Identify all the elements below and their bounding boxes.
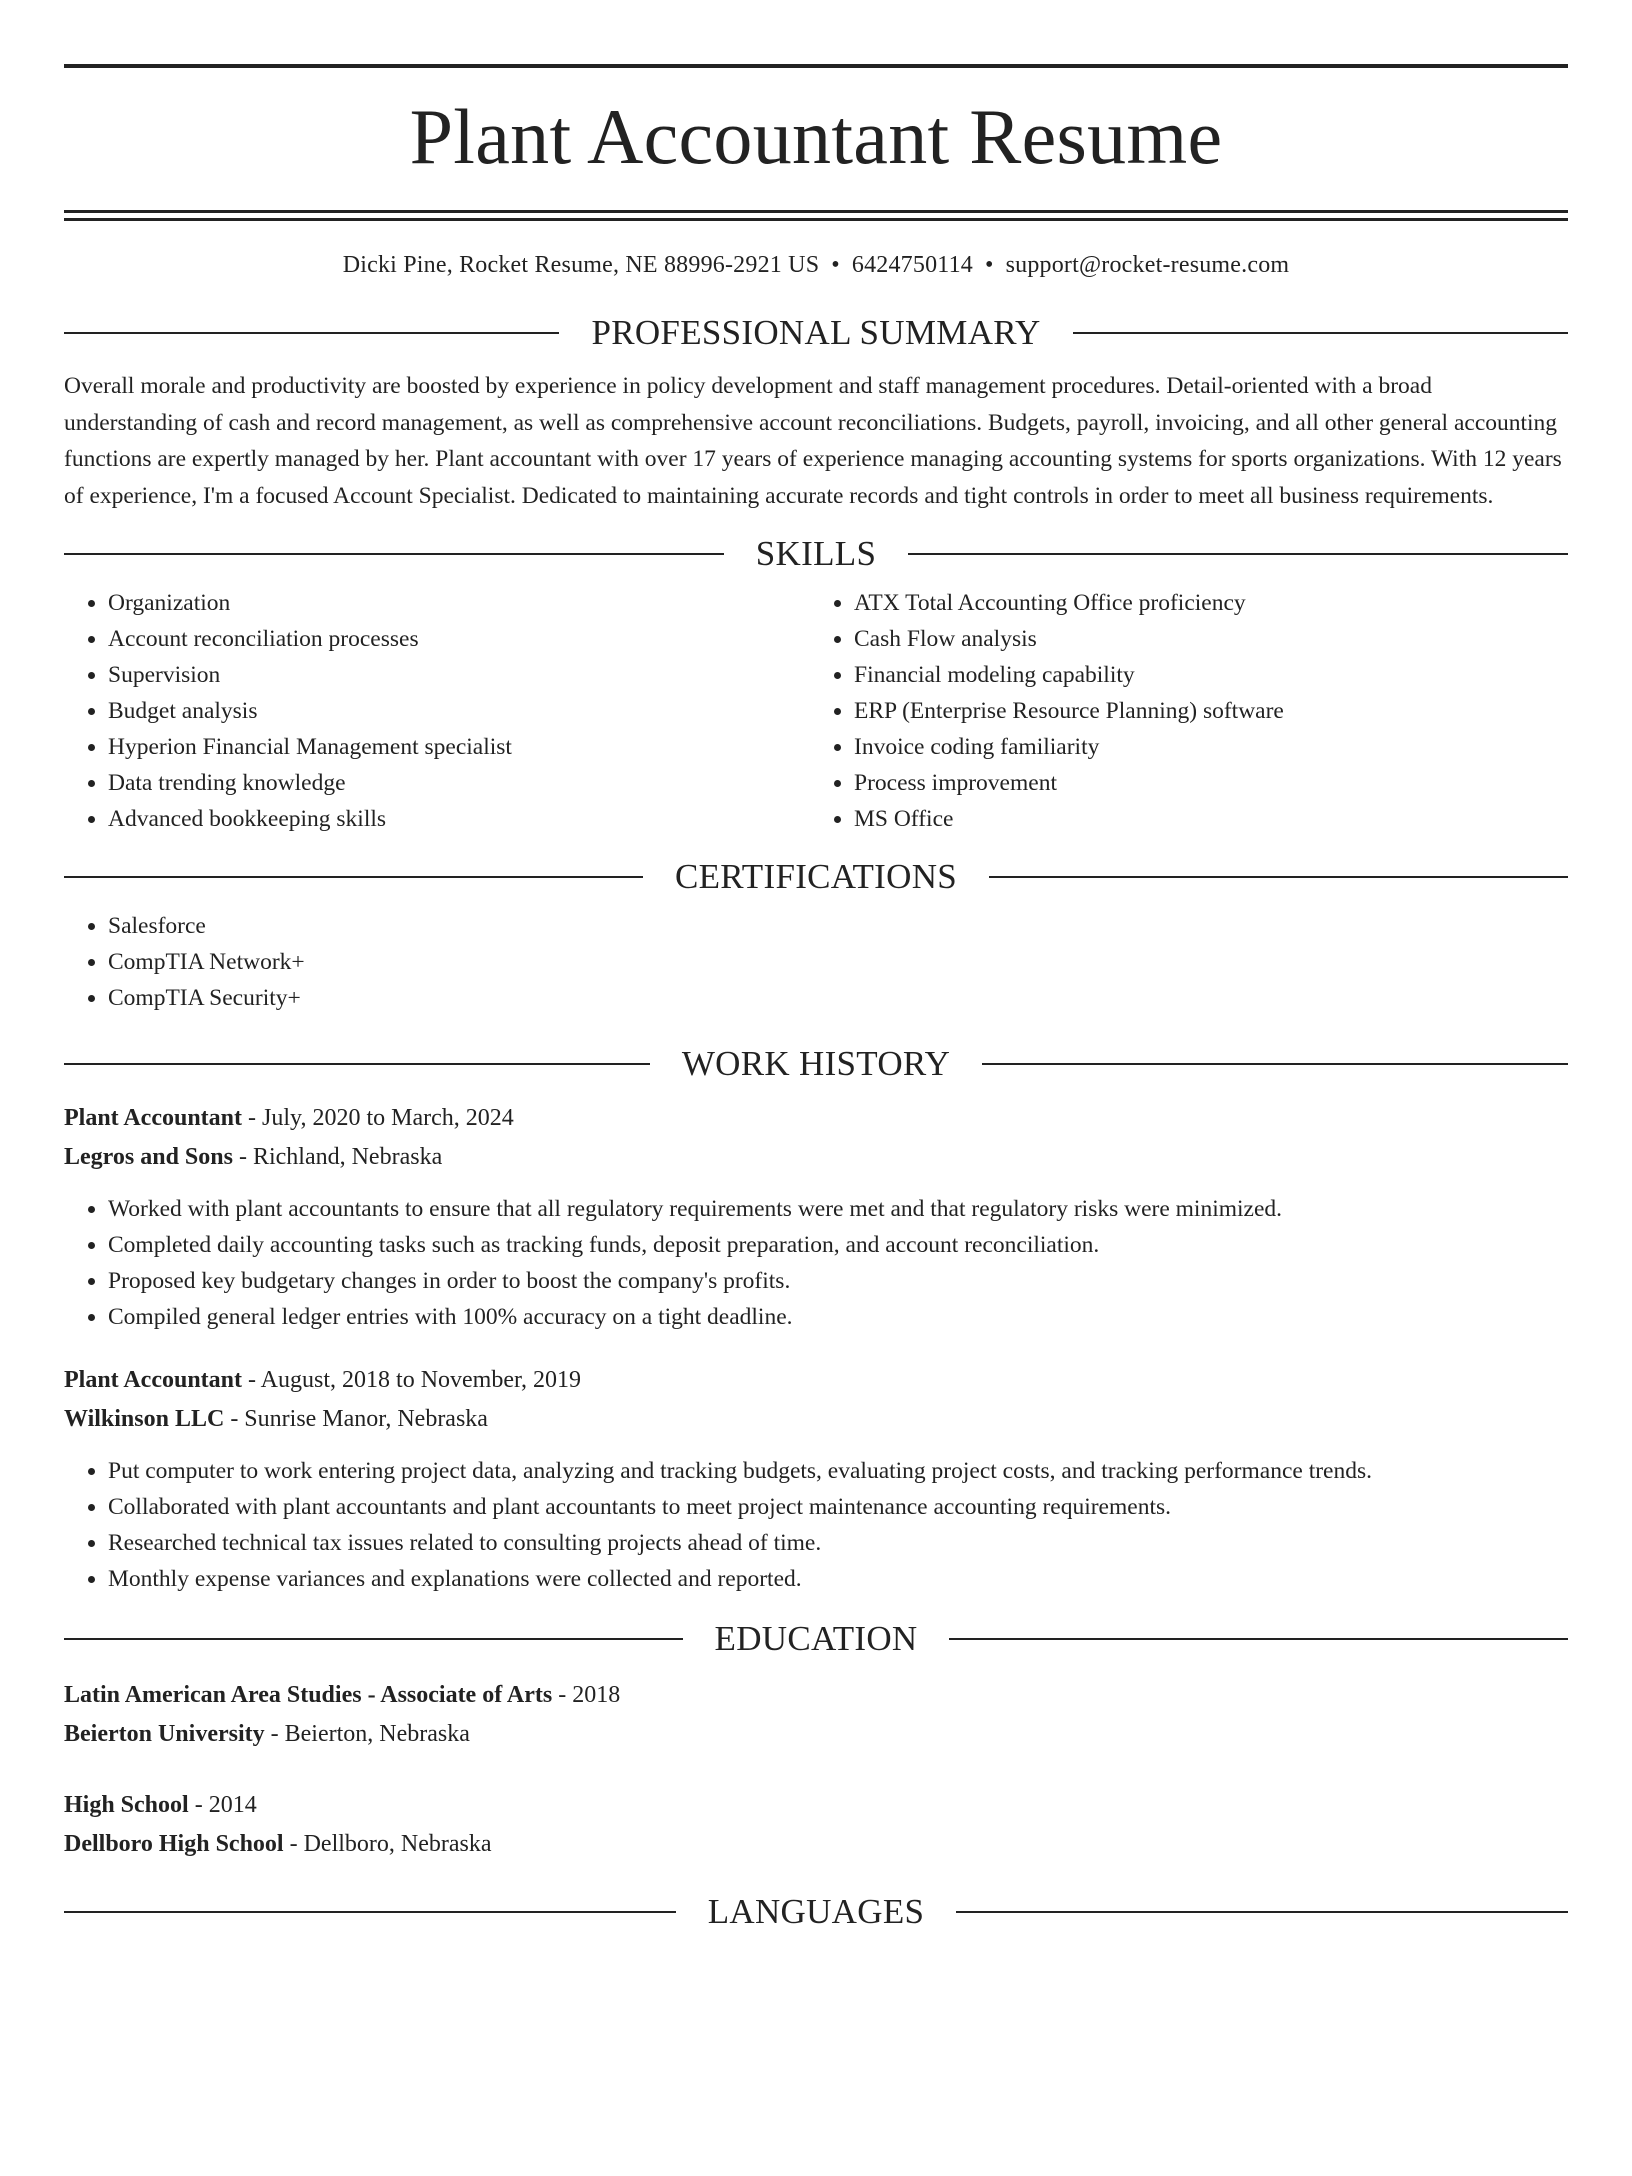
section-rule: [956, 1911, 1568, 1913]
job-bullet: • Researched technical tax issues related to consulting projects ahead of time.: [108, 1525, 1568, 1561]
skill-item: • Cash Flow analysis: [854, 621, 1568, 657]
section-rule: [989, 876, 1568, 878]
skill-item: • Supervision: [108, 657, 816, 693]
section-title: PROFESSIONAL SUMMARY: [591, 313, 1041, 352]
skill-item: • Hyperion Financial Management specialist: [108, 729, 816, 765]
section-rule: [949, 1638, 1568, 1640]
contact-separator: •: [831, 252, 840, 278]
job-entry: [64, 1361, 1568, 1597]
education-entry: [64, 1786, 1568, 1864]
job-entry: [64, 1099, 1568, 1335]
section-header-languages: [64, 1894, 1568, 1929]
job-company: Wilkinson LLC: [64, 1406, 225, 1432]
skill-item: • Account reconciliation processes: [108, 621, 816, 657]
job-title: Plant Accountant: [64, 1367, 243, 1393]
education-location: - Dellboro, Nebraska: [283, 1831, 492, 1857]
job-title-line: [64, 1361, 1568, 1400]
title-double-rule: [64, 210, 1568, 221]
job-bullet: • Completed daily accounting tasks such as tracking funds, deposit preparation, and account reconciliation.: [108, 1227, 1568, 1263]
contact-separator: •: [984, 252, 994, 278]
section-header-skills: [64, 536, 1568, 571]
section-header-education: [64, 1621, 1568, 1656]
section-title: CERTIFICATIONS: [674, 857, 958, 896]
education-year: - 2018: [552, 1682, 621, 1708]
skill-item: • MS Office: [854, 801, 1568, 837]
section-title: WORK HISTORY: [681, 1044, 951, 1083]
job-company-line: [64, 1138, 1568, 1177]
job-title-line: [64, 1099, 1568, 1138]
education-school: Dellboro High School: [64, 1831, 284, 1857]
section-header-work-history: [64, 1046, 1568, 1081]
section-rule: [64, 1911, 676, 1913]
skill-item: • Process improvement: [854, 765, 1568, 801]
education-location: - Beierton, Nebraska: [264, 1721, 470, 1747]
education-degree-line: [64, 1676, 1568, 1715]
skill-item: • ERP (Enterprise Resource Planning) software: [854, 693, 1568, 729]
job-dates: - July, 2020 to March, 2024: [242, 1105, 514, 1131]
section-header-certifications: [64, 859, 1568, 894]
certification-item: • CompTIA Network+: [108, 944, 1568, 980]
education-entry: [64, 1676, 1568, 1754]
skill-item: • Budget analysis: [108, 693, 816, 729]
summary-text: Overall morale and productivity are boosted by experience in policy development and staff management procedures. Detail-oriented with a broad understanding of cash and record management, as well as comprehensive account reconciliations. Budgets, payroll, invoicing, and all other general accounting functions are expertly managed by her. Plant accountant with over 17 years of experience managing accounting systems for sports organizations. With 12 years of experience, I'm a focused Account Specialist. Dedicated to maintaining accurate records and tight controls in order to meet all business requirements.: [64, 373, 1562, 509]
job-company: Legros and Sons: [64, 1144, 233, 1170]
job-location: - Richland, Nebraska: [232, 1144, 443, 1170]
skills-column-right: [816, 585, 1568, 837]
job-bullets: [64, 1453, 1568, 1597]
job-bullet: • Proposed key budgetary changes in order to boost the company's profits.: [108, 1263, 1568, 1299]
section-rule: [64, 876, 643, 878]
section-rule: [64, 1638, 683, 1640]
skill-item: • Financial modeling capability: [854, 657, 1568, 693]
section-rule: [64, 332, 559, 334]
skill-item: • Advanced bookkeeping skills: [108, 801, 816, 837]
certification-item: • CompTIA Security+: [108, 980, 1568, 1016]
job-bullet: • Monthly expense variances and explanations were collected and reported.: [108, 1561, 1568, 1597]
job-title: Plant Accountant: [64, 1105, 243, 1131]
contact-email: support@rocket-resume.com: [1005, 252, 1290, 278]
job-location: - Sunrise Manor, Nebraska: [224, 1406, 488, 1432]
education-degree-line: [64, 1786, 1568, 1825]
top-rule: [64, 64, 1568, 68]
skills-column-left: [64, 585, 816, 837]
section-rule: [908, 553, 1568, 555]
section-title: SKILLS: [755, 534, 877, 573]
education-school-line: [64, 1825, 1568, 1864]
job-company-line: [64, 1400, 1568, 1439]
section-header-summary: [64, 315, 1568, 350]
job-dates: - August, 2018 to November, 2019: [242, 1367, 582, 1393]
education-school: Beierton University: [64, 1721, 265, 1747]
section-title: EDUCATION: [714, 1619, 918, 1658]
job-bullets: [64, 1191, 1568, 1335]
job-bullet: • Put computer to work entering project data, analyzing and tracking budgets, evaluating project costs, and tracking performance trends.: [108, 1453, 1568, 1489]
resume-page: [0, 64, 1632, 1929]
education-degree: Latin American Area Studies - Associate of Arts: [64, 1682, 553, 1708]
job-bullet: • Compiled general ledger entries with 100% accuracy on a tight deadline.: [108, 1299, 1568, 1335]
education-degree: High School: [64, 1792, 189, 1818]
contact-address: Dicki Pine, Rocket Resume, NE 88996-2921 US: [342, 252, 820, 278]
section-title: LANGUAGES: [707, 1892, 925, 1931]
section-rule: [64, 553, 724, 555]
skill-item: • Organization: [108, 585, 816, 621]
section-rule: [1073, 332, 1568, 334]
job-bullet: • Collaborated with plant accountants and plant accountants to meet project maintenance accounting requirements.: [108, 1489, 1568, 1525]
education-year: - 2014: [188, 1792, 257, 1818]
skills-list: [64, 585, 1568, 837]
contact-line: [64, 253, 1568, 277]
certification-item: • Salesforce: [108, 908, 1568, 944]
section-rule: [982, 1063, 1568, 1065]
job-bullet: • Worked with plant accountants to ensure that all regulatory requirements were met and that regulatory risks were minimized.: [108, 1191, 1568, 1227]
education-school-line: [64, 1715, 1568, 1754]
certifications-list: [64, 908, 1568, 1016]
contact-phone: 6424750114: [851, 252, 973, 278]
resume-title: Plant Accountant Resume: [409, 93, 1223, 180]
skill-item: • ATX Total Accounting Office proficiency: [854, 585, 1568, 621]
skill-item: • Invoice coding familiarity: [854, 729, 1568, 765]
skill-item: • Data trending knowledge: [108, 765, 816, 801]
section-rule: [64, 1063, 650, 1065]
